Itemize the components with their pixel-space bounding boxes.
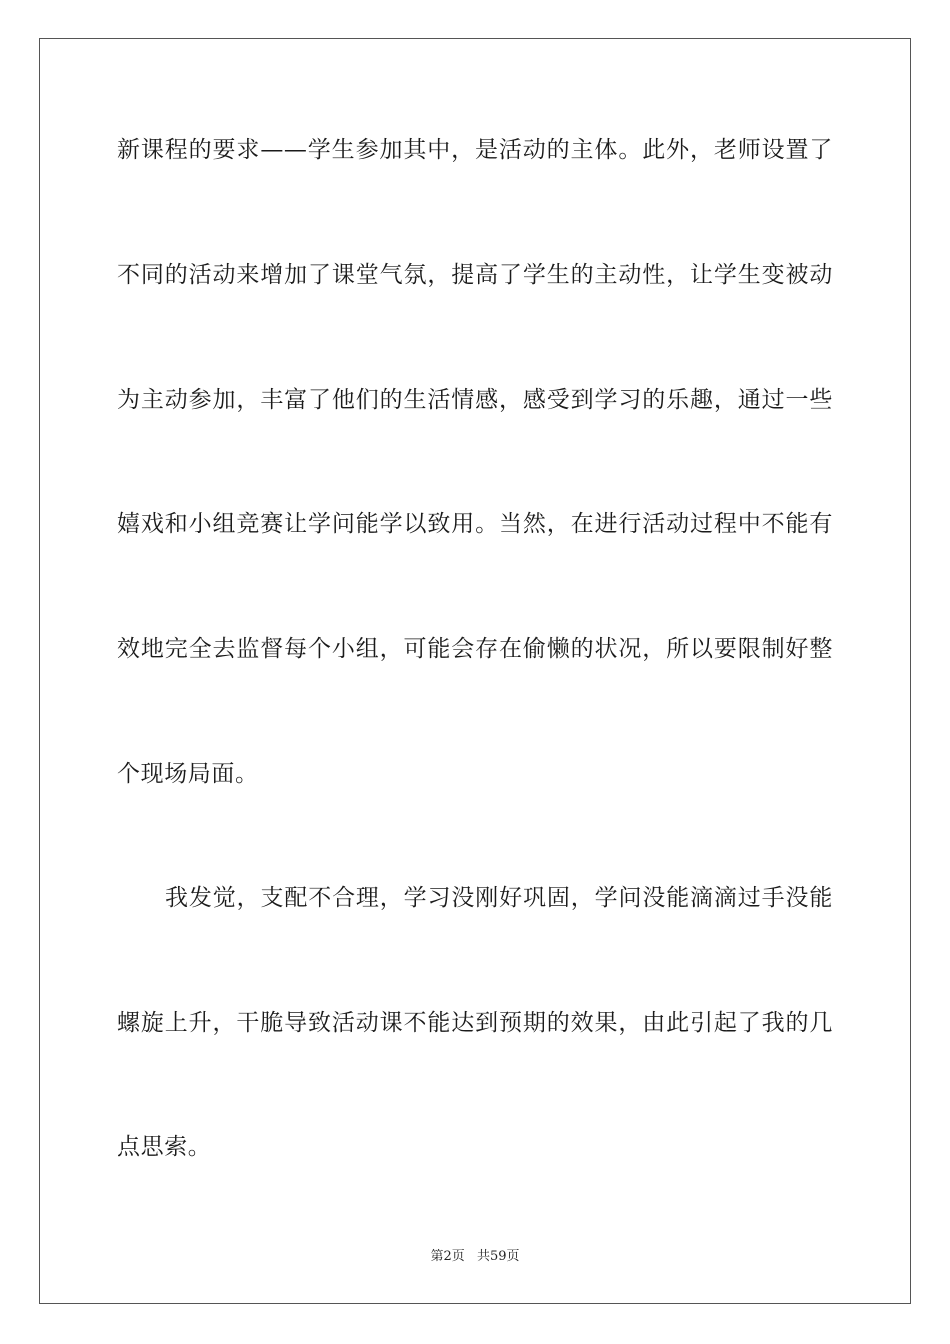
- text-line: 为主动参加，丰富了他们的生活情感，感受到学习的乐趣，通过一些: [117, 387, 833, 413]
- text-line: 螺旋上升，干脆导致活动课不能达到预期的效果，由此引起了我的几: [117, 1010, 833, 1036]
- text-line: 嬉戏和小组竞赛让学问能学以致用。当然，在进行活动过程中不能有: [117, 511, 833, 537]
- text-line: 新课程的要求——学生参加其中，是活动的主体。此外，老师设置了: [117, 137, 833, 163]
- text-line: 不同的活动来增加了课堂气氛，提高了学生的主动性，让学生变被动: [117, 262, 833, 288]
- page-number-current: 第2页: [430, 1249, 465, 1264]
- page-footer: [0, 1248, 950, 1266]
- text-line-paragraph-start: 我发觉，支配不合理，学习没刚好巩固，学问没能滴滴过手没能: [165, 885, 833, 911]
- page-border: [39, 38, 911, 1304]
- page-number-total: 共59页: [476, 1249, 520, 1264]
- text-line: 点思索。: [117, 1134, 212, 1160]
- text-line: 个现场局面。: [117, 761, 259, 787]
- text-line: 效地完全去监督每个小组，可能会存在偷懒的状况，所以要限制好整: [117, 636, 833, 662]
